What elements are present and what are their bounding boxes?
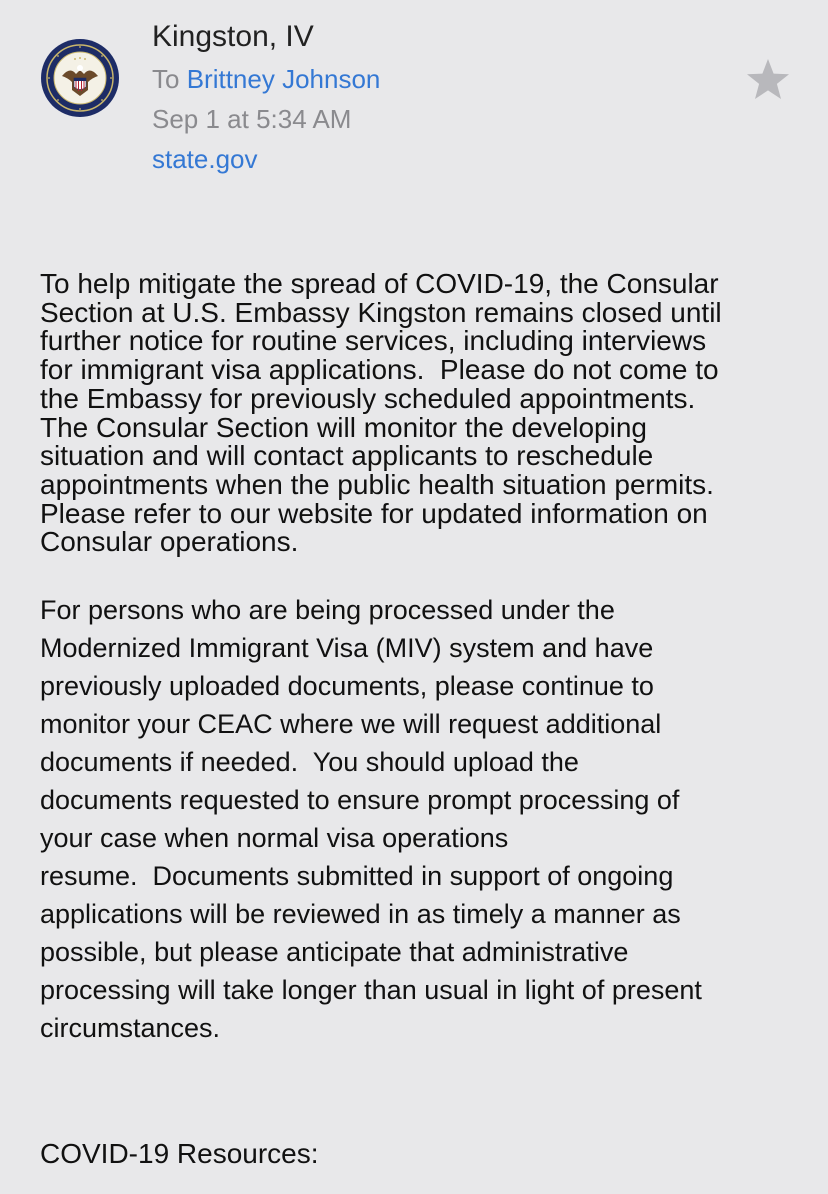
- email-body: [40, 270, 800, 1047]
- recipient-line: [152, 64, 380, 95]
- us-state-department-seal-icon: [40, 38, 120, 118]
- to-label: To: [152, 64, 180, 94]
- email-header: [0, 0, 828, 200]
- star-icon: [744, 56, 792, 104]
- sender-domain-link[interactable]: state.gov: [152, 144, 258, 174]
- sender-avatar[interactable]: [40, 38, 120, 118]
- sender-name[interactable]: Kingston, IV: [152, 20, 314, 53]
- notice-paragraph-miv: For persons who are being processed under the Modernized Immigrant Visa (MIV) system and have previously uploaded documents, please continue to monitor your CEAC where we will request additional documents if needed. You should upload the documents requested to ensure prompt processing of your case when normal visa operations resume. Documents submitted in support of ongoing applications will be reviewed in as timely a manner as possible, but please anticipate that administrative processing will take longer than usual in light of present circumstances.: [40, 595, 702, 1044]
- favorite-button[interactable]: [744, 56, 792, 104]
- email-date: Sep 1 at 5:34 AM: [152, 104, 352, 134]
- notice-paragraph-closure: To help mitigate the spread of COVID-19, the Consular Section at U.S. Embassy Kingston remains closed until further notice for routine services, including interviews for immigrant visa applications. Please do not come to the Embassy for previously scheduled appointments. The Consular Section will monitor the developing situation and will contact applicants to reschedule appointments when the public health situation permits. Please refer to our website for updated information on Consular operations.: [40, 268, 722, 558]
- recipient-name[interactable]: Brittney Johnson: [186, 64, 381, 94]
- resources-heading: COVID-19 Resources:: [40, 1138, 319, 1169]
